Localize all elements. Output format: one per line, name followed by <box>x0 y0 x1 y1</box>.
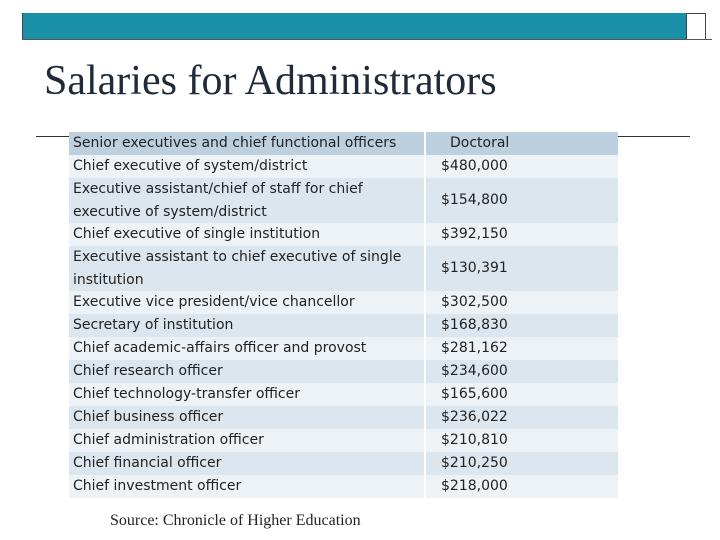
salary-cell: $218,000 <box>441 478 508 495</box>
salary-cell: $154,800 <box>441 192 508 209</box>
position-cell: Chief financial officer <box>69 452 425 475</box>
table-row <box>69 337 618 360</box>
table-rule-left <box>36 136 70 137</box>
header-position: Senior executives and chief functional officers <box>69 132 425 155</box>
salary-cell: $480,000 <box>441 158 508 175</box>
table-row <box>69 291 618 314</box>
position-cell: Chief research officer <box>69 360 425 383</box>
salary-cell: $210,810 <box>441 432 508 449</box>
table-row <box>69 429 618 452</box>
salary-cell: $392,150 <box>441 226 508 243</box>
salary-cell: $234,600 <box>441 363 508 380</box>
position-cell: Chief executive of system/district <box>69 155 425 178</box>
slide-title: Salaries for Administrators <box>44 58 497 104</box>
position-cell: Chief academic-affairs officer and provost <box>69 337 425 360</box>
source-note: Source: Chronicle of Higher Education <box>110 512 361 529</box>
position-cell: Chief executive of single institution <box>69 223 425 246</box>
table-row <box>69 360 618 383</box>
salary-cell: $281,162 <box>441 340 508 357</box>
table-row <box>69 452 618 475</box>
table-row <box>69 155 618 178</box>
table-rule-right <box>618 136 690 137</box>
salary-cell: $302,500 <box>441 294 508 311</box>
title-vertical-rule <box>22 13 23 40</box>
position-cell: Executive assistant to chief executive of single institution <box>69 246 425 291</box>
table-row <box>69 314 618 337</box>
header-column: Doctoral <box>450 135 510 152</box>
position-cell: Executive assistant/chief of staff for chief executive of system/district <box>69 178 425 223</box>
table-header-row <box>69 132 618 155</box>
salary-cell: $236,022 <box>441 409 508 426</box>
table-row <box>69 223 618 246</box>
position-cell: Chief administration officer <box>69 429 425 452</box>
position-cell: Chief technology-transfer officer <box>69 383 425 406</box>
title-rule <box>22 39 712 40</box>
position-cell: Chief business officer <box>69 406 425 429</box>
table-row <box>69 246 618 291</box>
position-cell: Chief investment officer <box>69 475 425 498</box>
table-row <box>69 178 618 223</box>
salary-table <box>69 132 618 498</box>
position-cell: Executive vice president/vice chancellor <box>69 291 425 314</box>
table-row <box>69 383 618 406</box>
salary-cell: $168,830 <box>441 317 508 334</box>
salary-cell: $165,600 <box>441 386 508 403</box>
table-row <box>69 475 618 498</box>
title-accent-bar <box>22 13 686 40</box>
salary-cell: $210,250 <box>441 455 508 472</box>
table-row <box>69 406 618 429</box>
position-cell: Secretary of institution <box>69 314 425 337</box>
salary-cell: $130,391 <box>441 260 508 277</box>
title-accent-square <box>686 13 706 40</box>
